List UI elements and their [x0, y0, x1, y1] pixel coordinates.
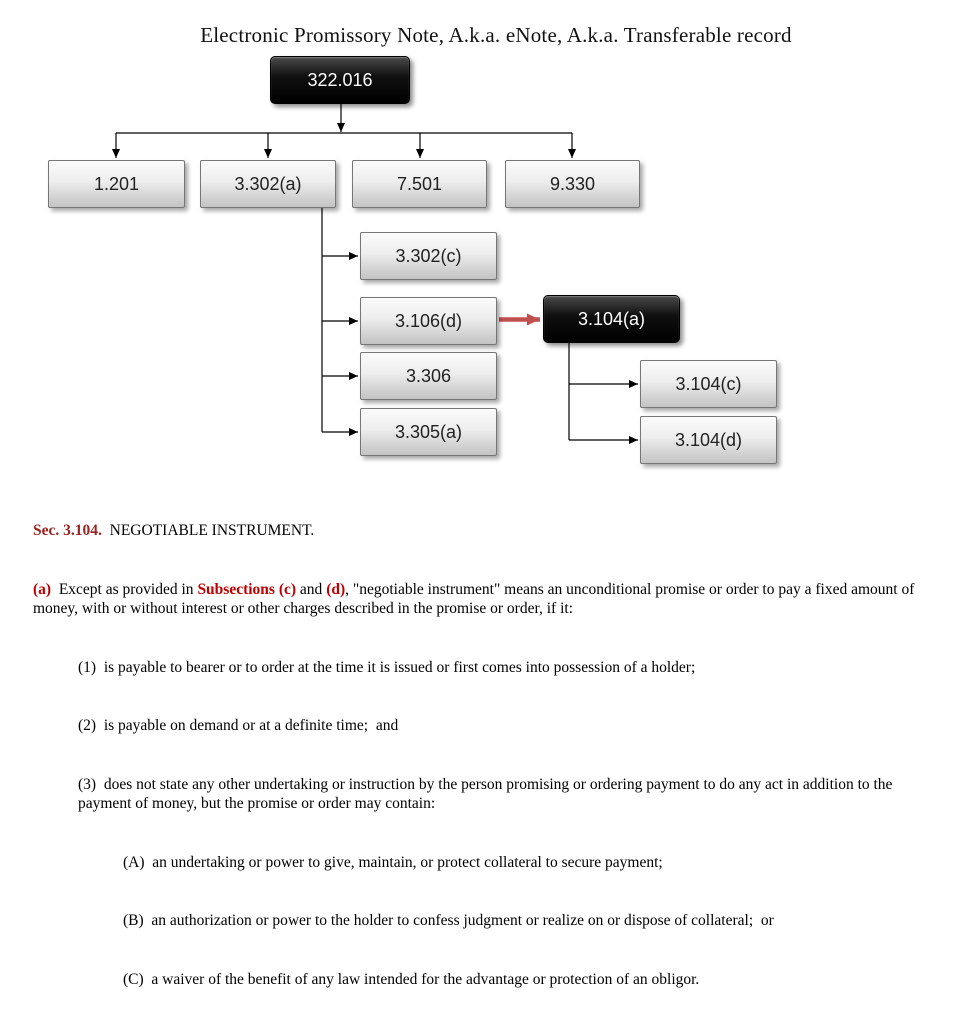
legal-item-3: (3) does not state any other undertaking or instruction by the person promising or ordering payment to do any act in addition to the payment of money, but the promise or order may contain:	[78, 775, 897, 812]
legal-item-2: (2) is payable on demand or at a definite time; and	[78, 717, 399, 734]
node-3-302a	[200, 160, 336, 208]
legal-para-a-marker: (a)	[33, 580, 52, 598]
legal-para-a-text3: , "negotiable instrument" means an unconditional promise or order to pay a fixed amount of money, with or without interest or other charges described in the promise or order, if it:	[33, 580, 919, 617]
legal-para-a-text1: Except as provided in	[51, 580, 198, 598]
node-3-306-label: 3.306	[405, 365, 452, 386]
node-7-501-label: 7.501	[396, 173, 443, 194]
legal-heading-rest: NEGOTIABLE INSTRUMENT.	[101, 522, 315, 539]
node-9-330	[505, 160, 640, 208]
legal-heading	[33, 521, 927, 541]
legal-item-C: (C) a waiver of the benefit of any law intended for the advantage or protection of an obligor.	[123, 970, 700, 988]
node-3-106d-label: 3.106(d)	[394, 310, 463, 331]
node-3-305a	[360, 408, 497, 456]
legal-item-1: (1) is payable to bearer or to order at the time it is issued or first comes into possession of a holder;	[78, 658, 696, 676]
node-3-104d-label: 3.104(d)	[674, 429, 743, 450]
node-3-104a-label: 3.104(a)	[577, 308, 646, 329]
node-3-302a-label: 3.302(a)	[234, 173, 302, 194]
node-3-302c	[360, 232, 497, 280]
node-3-106d	[360, 297, 497, 345]
node-3-104c-label: 3.104(c)	[675, 373, 742, 394]
legal-text-block	[33, 482, 927, 1028]
node-3-302c-label: 3.302(c)	[395, 245, 462, 266]
legal-item-A: (A) an undertaking or power to give, maintain, or protect collateral to secure payment;	[123, 853, 663, 871]
legal-para-a-subsections: Subsections (c)	[197, 580, 297, 598]
legal-heading-sec: Sec. 3.104.	[33, 522, 102, 539]
node-3-305a-label: 3.305(a)	[394, 421, 463, 442]
node-3-104d	[640, 416, 777, 464]
node-322-016-label: 322.016	[307, 69, 373, 90]
node-7-501	[352, 160, 487, 208]
node-322-016	[270, 56, 410, 104]
node-9-330-label: 9.330	[549, 173, 596, 194]
legal-para-a	[33, 580, 927, 619]
node-1-201	[48, 160, 185, 208]
node-3-104a	[543, 295, 680, 343]
legal-para-a-d: (d)	[326, 580, 346, 598]
node-3-104c	[640, 360, 777, 408]
node-1-201-label: 1.201	[93, 173, 140, 194]
legal-para-a-text2: and	[296, 580, 327, 598]
legal-item-B: (B) an authorization or power to the holder to confess judgment or realize on or dispose of collateral; or	[123, 912, 774, 929]
page-title: Electronic Promissory Note, A.k.a. eNote, A.k.a. Transferable record	[200, 23, 792, 47]
node-3-306	[360, 352, 497, 400]
